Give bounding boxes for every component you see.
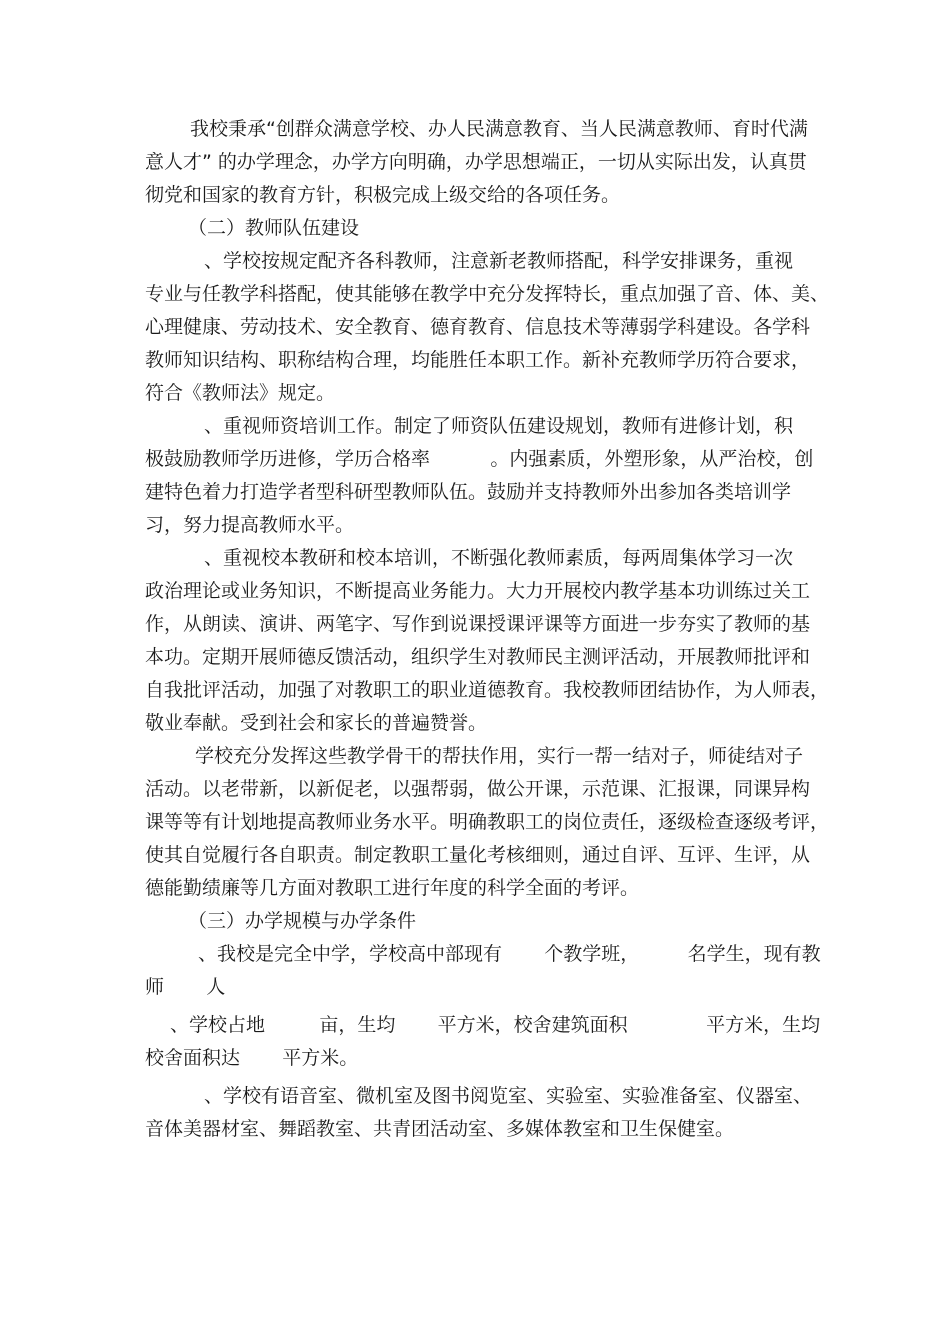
- paragraph-line: 、学校占地 亩，生均 平方米，校舍建筑面积 平方米，生均: [170, 1014, 821, 1036]
- paragraph-line: 敬业奉献。受到社会和家长的普遍赞誉。: [145, 712, 488, 734]
- paragraph-line: 课等等有计划地提高教师业务水平。明确教职工的岗位责任，逐级检查逐级考评，: [145, 811, 830, 833]
- paragraph-line: 教师知识结构、职称结构合理，均能胜任本职工作。新补充教师学历符合要求，: [145, 349, 811, 371]
- paragraph-line: 自我批评活动，加强了对教职工的职业道德教育。我校教师团结协作，为人师表，: [145, 679, 830, 701]
- paragraph-line: 极鼓励教师学历进修，学历合格率 。内强素质，外塑形象，从严治校，创: [145, 448, 814, 470]
- paragraph-line: 、学校有语音室、微机室及图书阅览室、实验室、实验准备室、仪器室、: [204, 1085, 813, 1107]
- paragraph-line: 师 人: [145, 976, 226, 998]
- paragraph-line: 建特色着力打造学者型科研型教师队伍。鼓励并支持教师外出参加各类培训学: [145, 481, 792, 503]
- paragraph-line: 习，努力提高教师水平。: [145, 514, 355, 536]
- paragraph-line: 专业与任教学科搭配，使其能够在教学中充分发挥特长，重点加强了音、体、美、: [145, 283, 830, 305]
- paragraph-line: 校舍面积达 平方米。: [145, 1047, 359, 1069]
- paragraph-line: 德能勤绩廉等几方面对教职工进行年度的科学全面的考评。: [145, 877, 640, 899]
- paragraph-line: 我校秉承“创群众满意学校、办人民满意教育、当人民满意教师、育时代满: [190, 118, 808, 140]
- paragraph-line: 、重视校本教研和校本培训，不断强化教师素质，每两周集体学习一次: [204, 547, 794, 569]
- paragraph-line: 、我校是完全中学，学校高中部现有 个教学班， 名学生，现有教: [198, 943, 821, 965]
- paragraph-line: 彻党和国家的教育方针，积极完成上级交给的各项任务。: [145, 184, 621, 206]
- paragraph-line: 音体美器材室、舞蹈教室、共青团活动室、多媒体教室和卫生保健室。: [145, 1118, 735, 1140]
- paragraph-line: 作，从朗读、演讲、两笔字、写作到说课授课评课等方面进一步夯实了教师的基: [145, 613, 811, 635]
- paragraph-line: 心理健康、劳动技术、安全教育、德育教育、信息技术等薄弱学科建设。各学科: [145, 316, 811, 338]
- section-heading: （三）办学规模与办学条件: [188, 910, 417, 932]
- section-heading: （二）教师队伍建设: [188, 217, 360, 239]
- paragraph-line: 政治理论或业务知识，不断提高业务能力。大力开展校内教学基本功训练过关工: [145, 580, 811, 602]
- paragraph-line: 学校充分发挥这些教学骨干的帮扶作用，实行一帮一结对子，师徒结对子: [195, 745, 804, 767]
- paragraph-line: 使其自觉履行各自职责。制定教职工量化考核细则，通过自评、互评、生评，从: [145, 844, 811, 866]
- paragraph-line: 、学校按规定配齐各科教师，注意新老教师搭配，科学安排课务，重视: [204, 250, 794, 272]
- paragraph-line: 、重视师资培训工作。制定了师资队伍建设规划，教师有进修计划，积: [204, 415, 794, 437]
- paragraph-line: 本功。定期开展师德反馈活动，组织学生对教师民主测评活动，开展教师批评和: [145, 646, 811, 668]
- paragraph-line: 活动。以老带新，以新促老，以强帮弱，做公开课，示范课、汇报课，同课异构: [145, 778, 811, 800]
- paragraph-line: 意人才” 的办学理念，办学方向明确，办学思想端正，一切从实际出发，认真贯: [145, 151, 807, 173]
- paragraph-line: 符合《教师法》规定。: [145, 382, 336, 404]
